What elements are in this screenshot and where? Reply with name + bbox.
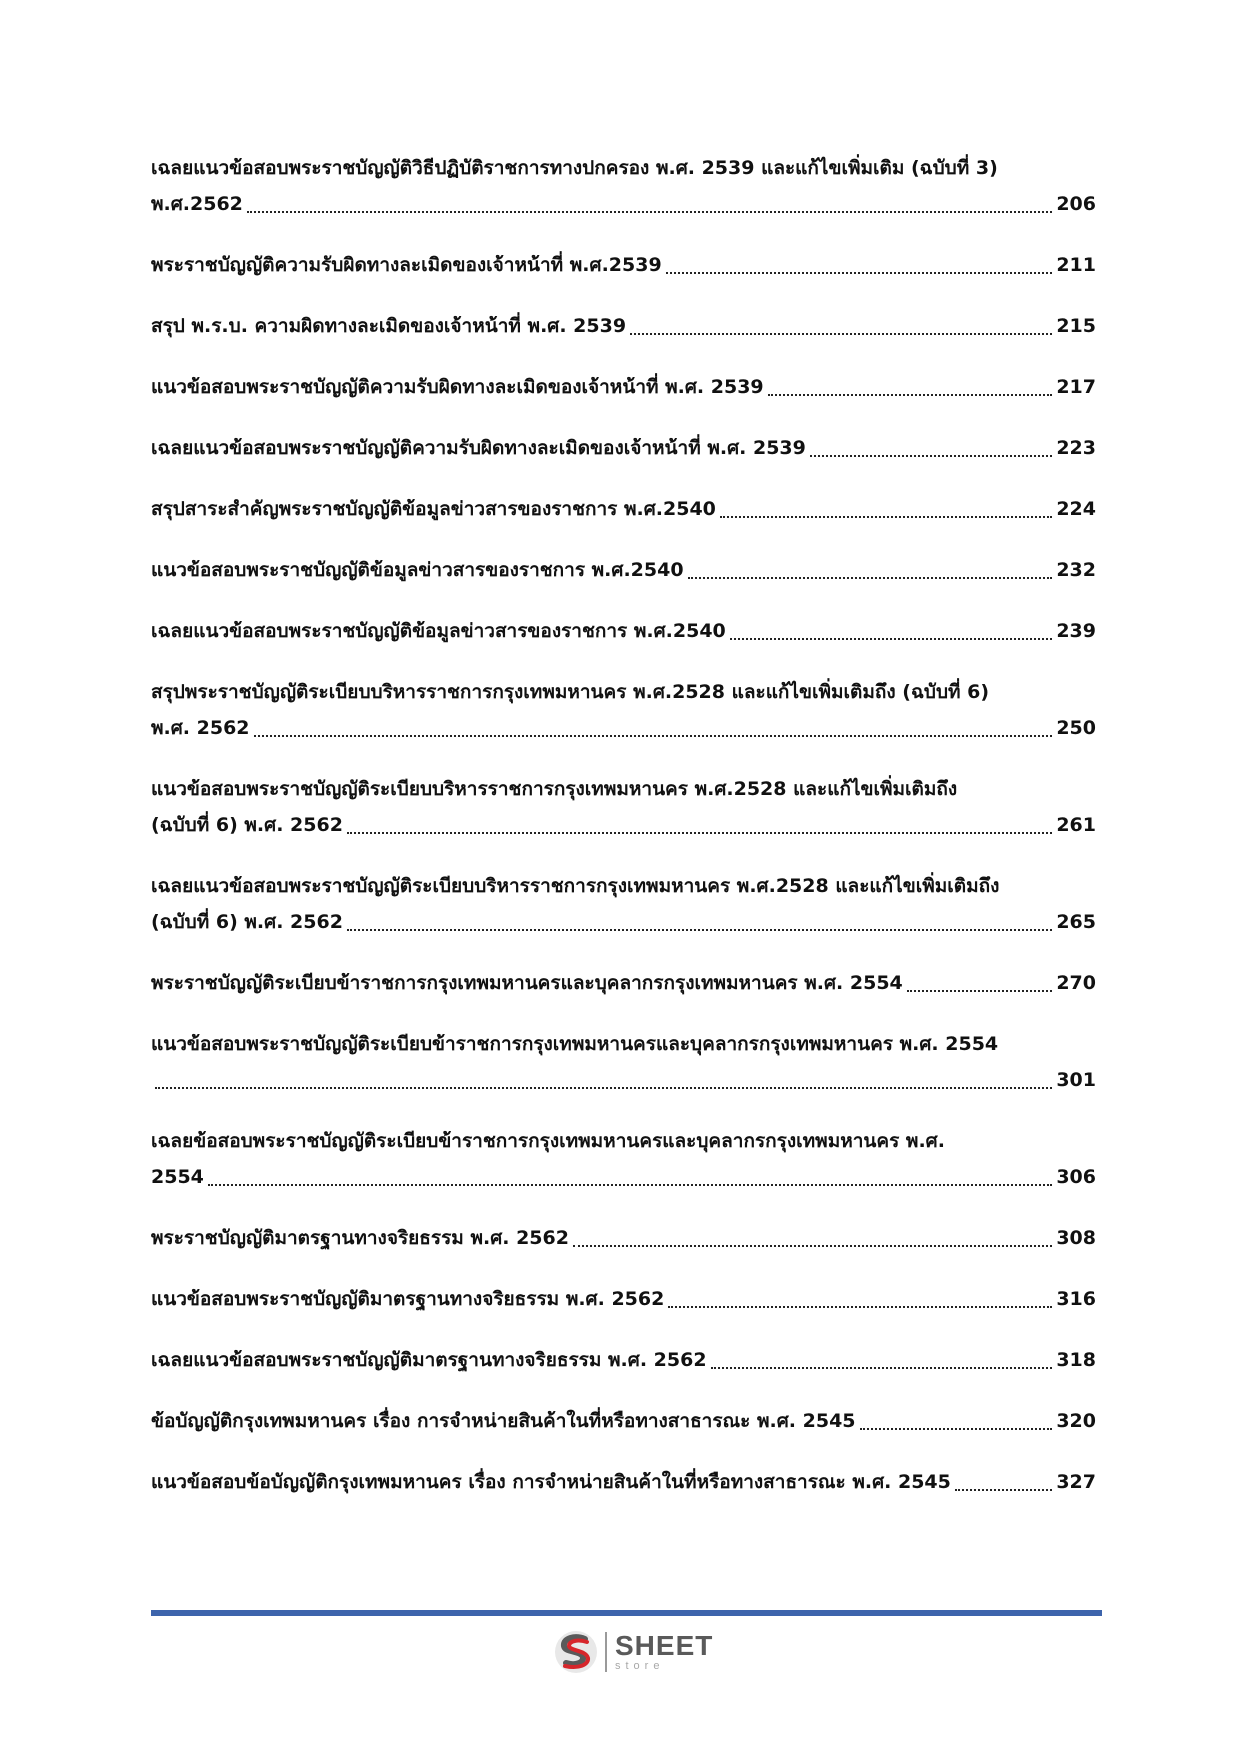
toc-entry[interactable] <box>151 1123 1096 1195</box>
toc-entry[interactable] <box>151 674 1096 746</box>
toc-entry-title: เฉลยข้อสอบพระราชบัญญัติระเบียบข้าราชการกรุงเทพมหานครและบุคลากรกรุงเทพมหานคร พ.ศ. <box>151 1130 945 1152</box>
toc-entry-title: พระราชบัญญัติความรับผิดทางละเมิดของเจ้าหน้าที่ พ.ศ.2539 <box>151 254 662 276</box>
toc-entry-last-line <box>151 552 1096 588</box>
toc-entry-title: (ฉบับที่ 6) พ.ศ. 2562 <box>151 814 343 836</box>
toc-page-number: 318 <box>1056 1349 1096 1371</box>
toc-entry-last-line <box>151 965 1096 1001</box>
toc-entry[interactable] <box>151 1403 1096 1439</box>
toc-page-number: 250 <box>1056 717 1096 739</box>
toc-page-number: 215 <box>1056 315 1096 337</box>
toc-entry[interactable] <box>151 491 1096 527</box>
table-of-contents <box>151 150 1096 1525</box>
toc-entry[interactable] <box>151 1026 1096 1098</box>
toc-page-number: 301 <box>1056 1069 1096 1091</box>
toc-entry-title: (ฉบับที่ 6) พ.ศ. 2562 <box>151 911 343 933</box>
toc-entry-title: สรุปพระราชบัญญัติระเบียบบริหารราชการกรุงเทพมหานคร พ.ศ.2528 และแก้ไขเพิ่มเติมถึง (ฉบับที่ 6) <box>151 681 990 703</box>
toc-page-number: 232 <box>1056 559 1096 581</box>
toc-entry-title: แนวข้อสอบพระราชบัญญัติความรับผิดทางละเมิดของเจ้าหน้าที่ พ.ศ. 2539 <box>151 376 764 398</box>
toc-entry[interactable] <box>151 247 1096 283</box>
toc-entry-line <box>151 150 1096 186</box>
toc-entry-last-line <box>151 1220 1096 1256</box>
toc-dot-leader <box>907 990 1053 992</box>
toc-entry-title: เฉลยแนวข้อสอบพระราชบัญญัติวิธีปฏิบัติราชการทางปกครอง พ.ศ. 2539 และแก้ไขเพิ่มเติม (ฉบับที่ 3) <box>151 157 998 179</box>
toc-entry-last-line <box>151 710 1096 746</box>
toc-entry-title: พระราชบัญญัติมาตรฐานทางจริยธรรม พ.ศ. 2562 <box>151 1227 569 1249</box>
toc-dot-leader <box>668 1306 1052 1308</box>
toc-dot-leader <box>247 211 1052 213</box>
toc-entry[interactable] <box>151 369 1096 405</box>
toc-dot-leader <box>347 929 1052 931</box>
toc-entry-title: แนวข้อสอบข้อบัญญัติกรุงเทพมหานคร เรื่อง การจำหน่ายสินค้าในที่หรือทางสาธารณะ พ.ศ. 2545 <box>151 1471 951 1493</box>
toc-dot-leader <box>254 735 1053 737</box>
logo-subtext: store <box>615 1660 665 1672</box>
toc-page-number: 320 <box>1056 1410 1096 1432</box>
toc-page-number: 306 <box>1056 1166 1096 1188</box>
toc-entry[interactable] <box>151 308 1096 344</box>
toc-entry-line <box>151 1026 1096 1062</box>
toc-entry-last-line <box>151 807 1096 843</box>
toc-entry[interactable] <box>151 150 1096 222</box>
toc-dot-leader <box>730 638 1053 640</box>
sheet-store-s-icon <box>553 1629 599 1675</box>
sheet-store-logo <box>553 1629 713 1675</box>
toc-entry-title: แนวข้อสอบพระราชบัญญัติมาตรฐานทางจริยธรรม พ.ศ. 2562 <box>151 1288 665 1310</box>
toc-entry-title: ข้อบัญญัติกรุงเทพมหานคร เรื่อง การจำหน่ายสินค้าในที่หรือทางสาธารณะ พ.ศ. 2545 <box>151 1410 856 1432</box>
toc-page-number: 308 <box>1056 1227 1096 1249</box>
toc-dot-leader <box>666 272 1053 274</box>
toc-page-number: 265 <box>1056 911 1096 933</box>
toc-entry-title: พ.ศ.2562 <box>151 193 243 215</box>
toc-entry-title: แนวข้อสอบพระราชบัญญัติระเบียบข้าราชการกรุงเทพมหานครและบุคลากรกรุงเทพมหานคร พ.ศ. 2554 <box>151 1033 999 1055</box>
toc-entry[interactable] <box>151 1281 1096 1317</box>
toc-entry-last-line <box>151 247 1096 283</box>
toc-entry-title: สรุปสาระสำคัญพระราชบัญญัติข้อมูลข่าวสารของราชการ พ.ศ.2540 <box>151 498 716 520</box>
toc-page-number: 217 <box>1056 376 1096 398</box>
toc-entry[interactable] <box>151 1342 1096 1378</box>
toc-entry-last-line <box>151 186 1096 222</box>
toc-entry[interactable] <box>151 1220 1096 1256</box>
toc-entry[interactable] <box>151 965 1096 1001</box>
toc-entry-last-line <box>151 1159 1096 1195</box>
toc-page-number: 206 <box>1056 193 1096 215</box>
logo-divider <box>605 1632 607 1672</box>
toc-entry-title: เฉลยแนวข้อสอบพระราชบัญญัติความรับผิดทางละเมิดของเจ้าหน้าที่ พ.ศ. 2539 <box>151 437 806 459</box>
toc-entry-last-line <box>151 1342 1096 1378</box>
toc-entry-line <box>151 674 1096 710</box>
toc-entry-line <box>151 771 1096 807</box>
toc-dot-leader <box>347 832 1052 834</box>
toc-entry-line <box>151 868 1096 904</box>
toc-dot-leader <box>208 1184 1052 1186</box>
toc-entry-last-line <box>151 1281 1096 1317</box>
toc-dot-leader <box>155 1087 1052 1089</box>
toc-entry-last-line <box>151 1403 1096 1439</box>
toc-dot-leader <box>711 1367 1053 1369</box>
toc-entry-title: แนวข้อสอบพระราชบัญญัติข้อมูลข่าวสารของราชการ พ.ศ.2540 <box>151 559 684 581</box>
toc-page-number: 327 <box>1056 1471 1096 1493</box>
toc-entry-title: พระราชบัญญัติระเบียบข้าราชการกรุงเทพมหานครและบุคลากรกรุงเทพมหานคร พ.ศ. 2554 <box>151 972 903 994</box>
toc-entry[interactable] <box>151 552 1096 588</box>
toc-entry-title: แนวข้อสอบพระราชบัญญัติระเบียบบริหารราชการกรุงเทพมหานคร พ.ศ.2528 และแก้ไขเพิ่มเติมถึง <box>151 778 958 800</box>
toc-entry[interactable] <box>151 868 1096 940</box>
toc-entry[interactable] <box>151 430 1096 466</box>
footer-rule <box>151 1610 1102 1616</box>
toc-page-number: 223 <box>1056 437 1096 459</box>
toc-entry[interactable] <box>151 771 1096 843</box>
toc-entry-last-line <box>151 308 1096 344</box>
toc-entry-last-line <box>151 430 1096 466</box>
logo-text: SHEET <box>615 1630 714 1661</box>
toc-dot-leader <box>860 1428 1053 1430</box>
toc-dot-leader <box>720 516 1052 518</box>
toc-entry-last-line <box>151 904 1096 940</box>
toc-entry-last-line <box>151 369 1096 405</box>
toc-page-number: 316 <box>1056 1288 1096 1310</box>
toc-page-number: 261 <box>1056 814 1096 836</box>
toc-entry-title: พ.ศ. 2562 <box>151 717 250 739</box>
toc-entry-title: 2554 <box>151 1166 204 1188</box>
toc-entry-last-line <box>151 491 1096 527</box>
toc-entry[interactable] <box>151 613 1096 649</box>
toc-entry-last-line <box>151 1464 1096 1500</box>
toc-entry-last-line <box>151 1062 1096 1098</box>
toc-entry-title: สรุป พ.ร.บ. ความผิดทางละเมิดของเจ้าหน้าที่ พ.ศ. 2539 <box>151 315 627 337</box>
toc-entry-title: เฉลยแนวข้อสอบพระราชบัญญัติระเบียบบริหารราชการกรุงเทพมหานคร พ.ศ.2528 และแก้ไขเพิ่มเติมถึง <box>151 875 1000 897</box>
toc-entry-last-line <box>151 613 1096 649</box>
toc-entry[interactable] <box>151 1464 1096 1500</box>
toc-dot-leader <box>810 455 1052 457</box>
toc-dot-leader <box>768 394 1053 396</box>
toc-dot-leader <box>630 333 1052 335</box>
toc-page-number: 211 <box>1056 254 1096 276</box>
toc-entry-line <box>151 1123 1096 1159</box>
toc-entry-title: เฉลยแนวข้อสอบพระราชบัญญัติมาตรฐานทางจริยธรรม พ.ศ. 2562 <box>151 1349 707 1371</box>
toc-page-number: 270 <box>1056 972 1096 994</box>
toc-dot-leader <box>955 1489 1052 1491</box>
toc-page-number: 239 <box>1056 620 1096 642</box>
toc-dot-leader <box>688 577 1053 579</box>
toc-entry-title: เฉลยแนวข้อสอบพระราชบัญญัติข้อมูลข่าวสารของราชการ พ.ศ.2540 <box>151 620 726 642</box>
logo-wordmark <box>615 1632 713 1672</box>
toc-page-number: 224 <box>1056 498 1096 520</box>
toc-dot-leader <box>573 1245 1052 1247</box>
